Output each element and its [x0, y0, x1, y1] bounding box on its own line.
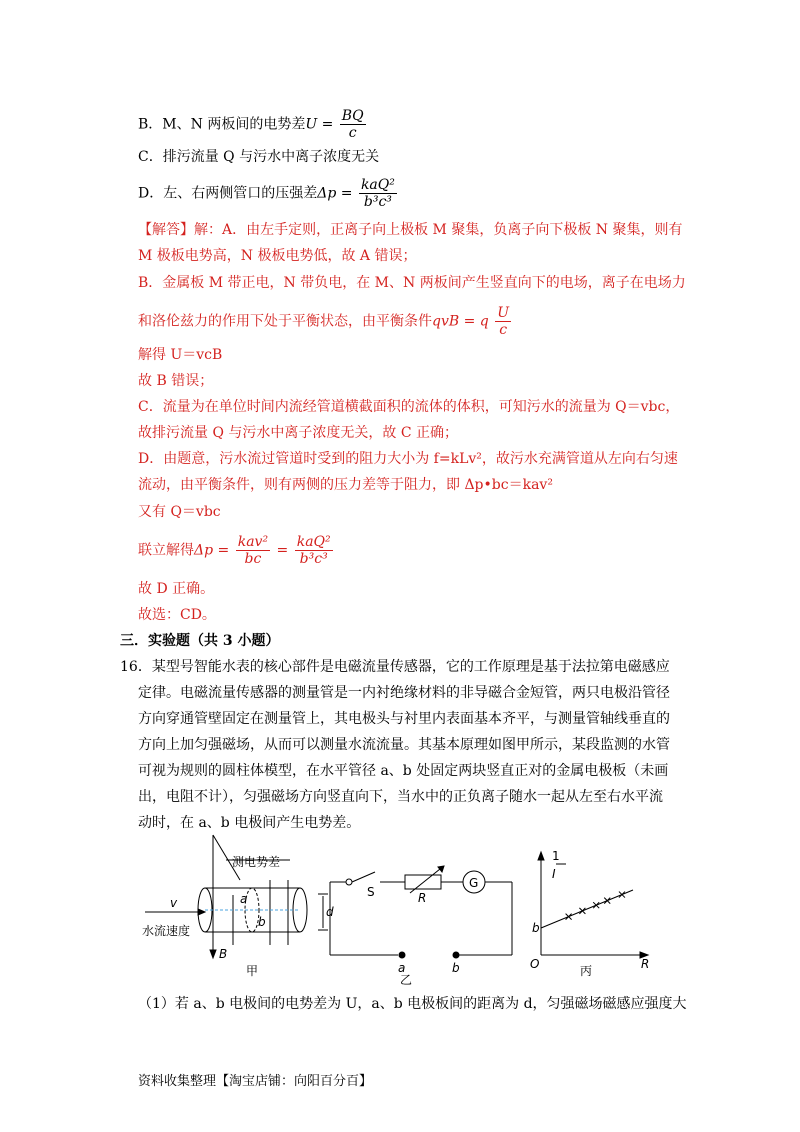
answer-line-5: 解得 U＝vcB — [138, 347, 223, 363]
label-d: d — [326, 905, 334, 919]
answer-line-1: 【解答】解：A．由左手定则，正离子向上极板 M 聚集，负离子向下极板 N 聚集，则有 — [138, 222, 683, 238]
label-measure: 测电势差 — [232, 855, 281, 869]
label-S: S — [367, 885, 375, 899]
q16-line-2: 定律。电磁流量传感器的测量管是一内衬绝缘材料的非导磁合金短管，两只电极沿管径 — [138, 685, 670, 701]
caption-jia: 甲 — [246, 964, 259, 978]
label-b: b — [258, 915, 266, 929]
answer-line-11: 又有 Q＝vbc — [138, 504, 221, 520]
fraction: $\frac{BQ}{c}$ — [341, 108, 364, 141]
label-y-den: I — [552, 867, 556, 881]
answer-line-14: 故选：CD。 — [138, 607, 216, 623]
answer-line-12: 联立解得Δp = $\frac{\text{kav²}}{bc}$ = $\frac{\text{kaQ²}}{\text{b³c³}}$ — [138, 534, 331, 567]
q16-sub-1: （1）若 a、b 电极间的电势差为 U，a、b 电极板间的距离为 d，匀强磁场磁感应强度大 — [138, 996, 687, 1012]
label-y-num: 1 — [552, 849, 560, 863]
q16-line-7: 动时，在 a、b 电极间产生电势差。 — [138, 815, 361, 831]
option-c: C．排污流量 Q 与污水中离子浓度无关 — [138, 149, 380, 165]
label-x: R — [641, 957, 650, 971]
answer-line-3: B．金属板 M 带正电，N 带负电，在 M、N 两板间产生竖直向下的电场，离子在电场力 — [138, 275, 686, 291]
answer-line-8: 故排污流量 Q 与污水中离子浓度无关，故 C 正确； — [138, 425, 458, 441]
label-origin: O — [530, 957, 540, 971]
label-intercept: b — [532, 921, 540, 935]
answer-line-13: 故 D 正确。 — [138, 581, 215, 597]
option-d: D．左、右两侧管口的压强差Δp = $\frac{\text{kaQ²}}{\text{b³c³}}$ — [138, 177, 395, 210]
label-R: R — [418, 891, 427, 905]
caption-yi: 乙 — [400, 973, 413, 987]
label-yi-b: b — [452, 961, 460, 975]
answer-line-9: D．由题意，污水流过管道时受到的阻力大小为 f=kLv²，故污水充满管道从左向右匀速 — [138, 451, 678, 467]
label-G: G — [469, 876, 479, 890]
label-B: B — [219, 947, 228, 961]
label-yi-a: a — [398, 961, 406, 975]
answer-line-10: 流动，由平衡条件，则有两侧的压力差等于阻力，即 Δp•bc＝kav² — [138, 477, 553, 493]
answer-line-4: 和洛伦兹力的作用下处于平衡状态，由平衡条件qvB = q $\frac{U}{c}$ — [138, 305, 510, 338]
footer: 资料收集整理【淘宝店铺：向阳百分百】 — [138, 1074, 373, 1089]
section-heading: 三．实验题（共 3 小题） — [120, 633, 280, 649]
fraction: $\frac{U}{c}$ — [497, 305, 510, 338]
answer-line-2: M 极板电势高，N 极板电势低，故 A 错误； — [138, 248, 417, 264]
answer-line-7: C．流量为在单位时间内流经管道横截面积的流体的体积，可知污水的流量为 Q＝vbc， — [138, 399, 680, 415]
label-v: v — [170, 896, 178, 910]
diagram-yi — [330, 866, 512, 958]
fraction: $\frac{\text{kaQ²}}{\text{b³c³}}$ — [296, 534, 331, 567]
q16-line-4: 方向上加匀强磁场，从而可以测量水流流量。其基本原理如图甲所示，某段监测的水管 — [138, 737, 670, 753]
q16-line-3: 方向穿通管壁固定在测量管上，其电极头与衬里内表面基本齐平，与测量管轴线垂直的 — [138, 711, 670, 727]
label-a: a — [240, 892, 248, 906]
caption-bing: 丙 — [580, 964, 593, 978]
q16-line-1: 16．某型号智能水表的核心部件是电磁流量传感器，它的工作原理是基于法拉第电磁感应 — [120, 659, 670, 675]
q16-line-6: 出，电阻不计），匀强磁场方向竖直向下，当水中的正负离子随水一起从左至右水平流 — [138, 789, 663, 805]
option-b: B．M、N 两板间的电势差U = $\frac{BQ}{c}$ — [138, 108, 364, 141]
answer-line-6: 故 B 错误； — [138, 373, 214, 389]
fraction: $\frac{\text{kaQ²}}{\text{b³c³}}$ — [360, 177, 395, 210]
graph-points — [566, 892, 625, 920]
q16-line-5: 可视为规则的圆柱体模型，在水平管径 a、b 处固定两块竖直正对的金属电极板（未画 — [138, 763, 669, 779]
fraction: $\frac{\text{kav²}}{bc}$ — [237, 534, 269, 567]
label-flow: 水流速度 — [142, 924, 191, 938]
